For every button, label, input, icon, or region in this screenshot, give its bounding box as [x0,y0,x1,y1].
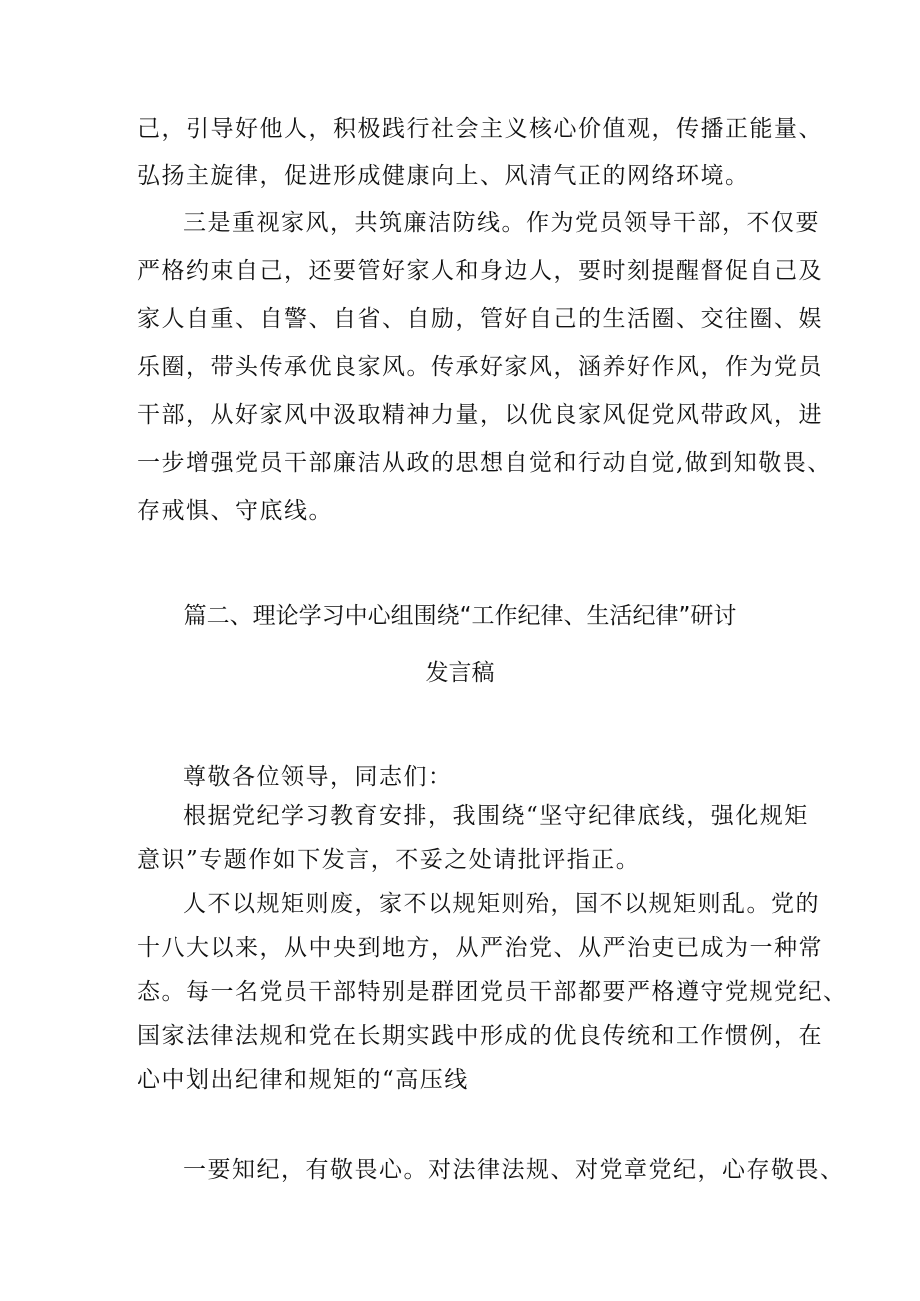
paragraph-line: 意识”专题作如下发言，不妥之处请批评指正。 [137,847,641,873]
section-heading: 发言稿 [425,660,495,686]
paragraph-line: 国家法律法规和党在长期实践中形成的优良传统和工作惯例，在 [137,1023,823,1049]
paragraph-line: 严格约束自己，还要管好家人和身边人，要时刻提醒督促自己及 [137,258,823,284]
salutation: 尊敬各位领导，同志们： [183,764,453,790]
section-heading: 篇二、理论学习中心组围绕“工作纪律、生活纪律”研讨 [183,603,737,629]
paragraph-line: 态。每一名党员干部特别是群团党员干部都要严格遵守党规党纪、 [137,979,848,1005]
paragraph-line: 十八大以来，从中央到地方，从严治党、从严治吏已成为一种常 [137,935,823,961]
paragraph-line: 人不以规矩则废，家不以规矩则殆，国不以规矩则乱。党的 [183,891,820,917]
paragraph-line: 心中划出纪律和规矩的“高压线 [137,1067,469,1093]
paragraph-line: 三是重视家风，共筑廉洁防线。作为党员领导干部，不仅要 [183,210,820,236]
paragraph-line: 干部，从好家风中汲取精神力量，以优良家风促党风带政风，进 [137,402,823,428]
paragraph-line: 一要知纪，有敬畏心。对法律法规、对党章党纪，心存敬畏、 [183,1157,845,1183]
paragraph-line: 根据党纪学习教育安排，我围绕“坚守纪律底线，强化规矩 [183,803,809,829]
paragraph-line: 存戒惧、守底线。 [137,498,333,524]
paragraph-line: 一步增强党员干部廉洁从政的思想自觉和行动自觉,做到知敬畏、 [137,450,832,476]
paragraph-line: 乐圈，带头传承优良家风。传承好家风，涵养好作风，作为党员 [137,354,823,380]
paragraph-line: 己，引导好他人，积极践行社会主义核心价值观，传播正能量、 [137,116,823,142]
paragraph-line: 弘扬主旋律，促进形成健康向上、风清气正的网络环境。 [137,163,750,189]
paragraph-line: 家人自重、自警、自省、自励，管好自己的生活圈、交往圈、娱 [137,306,823,332]
